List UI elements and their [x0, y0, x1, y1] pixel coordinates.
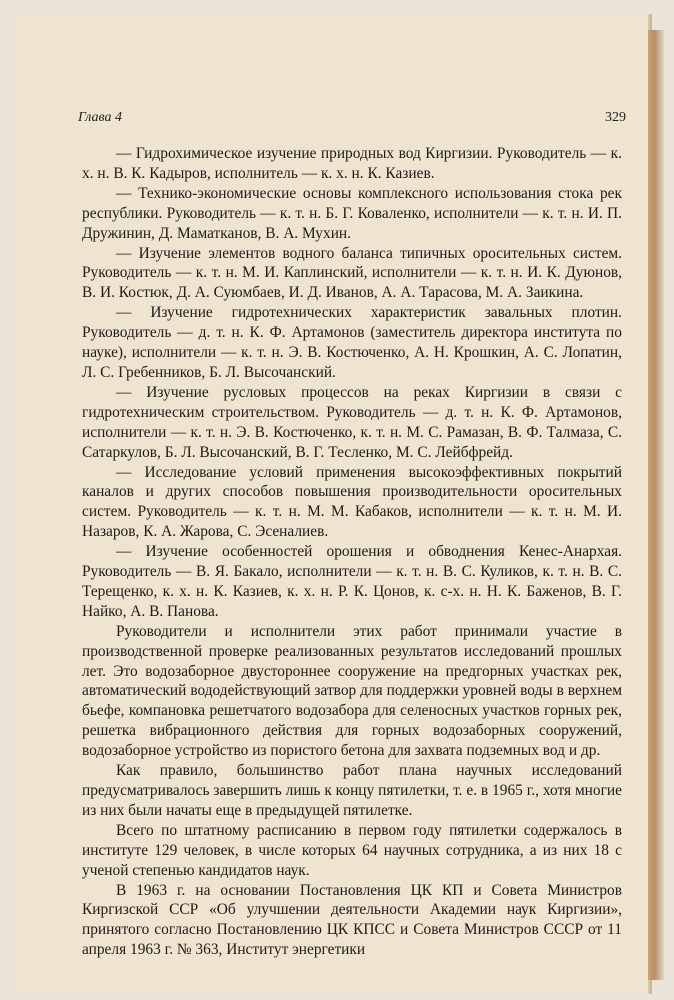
paragraph: — Изучение гидротехнических характеристик завальных плотин. Руководитель — д. т. н. К. Ф. Артамонов (заместитель директора института по науке), исполнители — к. т. н. Э. В. Костюченко, А. Н. Крошкин, А. С. Лопатин, Л. С. Гребенников, Б. Л. Высочанский.	[82, 304, 622, 381]
paragraph: Всего по штатному расписанию в первом году пятилетки содержалось в институте 129 человек, в числе которых 64 научных сотрудника, а из них 18 с ученой степенью кандидатов наук.	[82, 821, 622, 879]
chapter-label: Глава 4	[78, 110, 122, 125]
paragraph: — Технико-экономические основы комплексного использования стока рек республики. Руководитель — к. т. н. Б. Г. Коваленко, исполнители — к. т. н. И. П. Дружинин, Д. Маматканов, В. А. Мухин.	[82, 184, 622, 242]
book-page	[14, 14, 648, 994]
paragraph: — Изучение особенностей орошения и обводнения Кенес-Анархая. Руководитель — В. Я. Бакало, исполнители — к. т. н. В. С. Куликов, к. т. н. В. С. Терещенко, к. х. н. К. Казиев, к. х. н. Р. К. Цонов, к. с-х. н. Н. К. Баженов, В. Г. Найко, А. В. Панова.	[82, 543, 622, 620]
paragraph: — Исследование условий применения высокоэффективных покрытий каналов и других способов повышения производительности оросительных систем. Руководитель — к. т. н. М. М. Кабаков, исполнители — к. т. н. М. И. Назаров, К. А. Жарова, С. Эсеналиев.	[82, 463, 622, 541]
paragraph: Руководители и исполнители этих работ принимали участие в производственной проверке реализованных результатов исследований прошлых лет. Это водозаборное двустороннее сооружение на предгорных участках рек, автоматический вододействующий затвор для поддержки уровней воды в верхнем бьефе, компановка решетчатого водозабора для селеносных участков горных рек, решетка вибрационного действия для горных водозаборных сооружений, водозаборное устройство из пористого бетона для захвата подземных вод и др.	[82, 622, 622, 760]
paragraph: Как правило, большинство работ плана научных исследований предусматривалось завершить лишь к концу пятилетки, т. е. в 1965 г., хотя многие из них были начаты еще в предыдущей пятилетке.	[82, 762, 622, 819]
page-edge	[648, 30, 664, 980]
paragraph: — Изучение элементов водного баланса типичных оросительных систем. Руководитель — к. т. н. М. И. Каплинский, исполнители — к. т. н. И. К. Дуюнов, В. И. Костюк, Д. А. Суюмбаев, И. Д. Иванов, А. А. Тарасова, М. А. Заикина.	[82, 244, 622, 302]
page-number: 329	[605, 110, 626, 125]
paragraph: — Изучение русловых процессов на реках Киргизии в связи с гидротехническим строительством. Руководитель — д. т. н. К. Ф. Артамонов, исполнители — к. т. н. Э. В. Костюченко, к. т. н. М. С. Рамазан, В. Ф. Талмаза, С. Сатаркулов, Б. Л. Высочанский, В. Г. Тесленко, М. С. Лейбфрейд.	[82, 383, 622, 461]
paragraph: В 1963 г. на основании Постановления ЦК КП и Совета Министров Киргизской ССР «Об улучшении деятельности Академии наук Киргизии», принятого согласно Постановлению ЦК КПСС и Совета Министров СССР от 11 апреля 1963 г. № 363, Институт энергетики	[82, 881, 622, 959]
paragraph: — Гидрохимическое изучение природных вод Киргизии. Руководитель — к. х. н. В. К. Кадыров, исполнитель — к. х. н. К. Казиев.	[82, 145, 622, 182]
body-text	[82, 144, 622, 960]
